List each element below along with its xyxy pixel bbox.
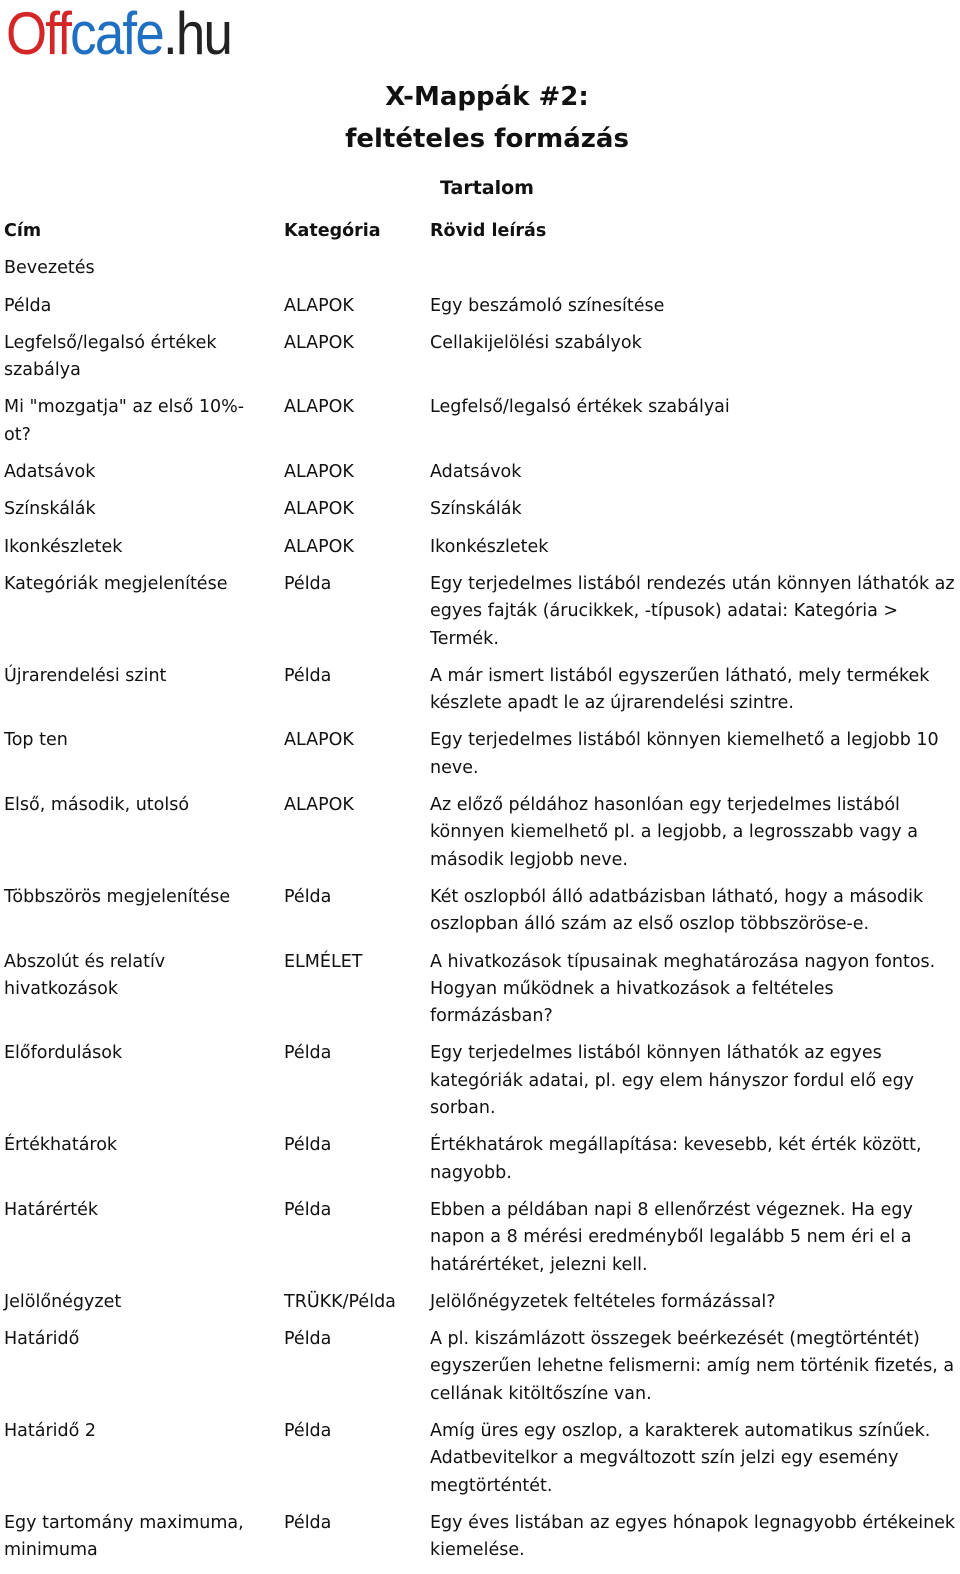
table-header (4, 218, 960, 255)
row-description (430, 255, 960, 282)
table-row (4, 884, 960, 949)
row-title[interactable]: Jelölőnégyzet (4, 1291, 122, 1312)
row-description: Ikonkészletek (430, 536, 549, 557)
table-row (4, 1132, 960, 1197)
row-title[interactable]: Határidő 2 (4, 1420, 97, 1441)
table-row (4, 1510, 960, 1574)
table-row (4, 394, 960, 459)
row-category: Példa (284, 886, 332, 907)
logo-off: Off (6, 0, 71, 67)
table-row (4, 534, 960, 571)
row-title[interactable]: Ikonkészletek (4, 536, 123, 557)
contents-table (4, 218, 960, 1574)
row-description: A hivatkozások típusainak meghatározása nagyon fontos. Hogyan működnek a hivatkozások a feltételes formázásban? (430, 951, 936, 1027)
row-title[interactable]: Top ten (4, 730, 68, 751)
row-description: A pl. kiszámlázott összegek beérkezését (megtörténtét) egyszerűen lehetne felismerni: amíg nem történik fizetés, a cellának kitöltőszíne van. (430, 1329, 955, 1404)
row-description: Egy terjedelmes listából könnyen kiemelhető a legjobb 10 neve. (430, 730, 939, 778)
row-title[interactable]: Határérték (4, 1199, 99, 1220)
row-category: ALAPOK (284, 536, 354, 557)
row-title[interactable]: Bevezetés (4, 258, 95, 279)
table-row (4, 571, 960, 663)
column-header-title: Cím (4, 221, 42, 241)
offcafe-logo[interactable] (6, 0, 232, 67)
row-category: ALAPOK (284, 499, 354, 520)
row-title[interactable]: Egy tartomány maximuma, minimuma (4, 1512, 244, 1561)
row-description: Egy éves listában az egyes hónapok legnagyobb értékeinek kiemelése. (430, 1512, 956, 1561)
row-title[interactable]: Értékhatárok (4, 1135, 118, 1156)
row-title[interactable]: Színskálák (4, 499, 96, 520)
row-description: Egy terjedelmes listából könnyen láthatók az egyes kategóriák adatai, pl. egy elem hányszor fordul elő egy sorban. (430, 1043, 915, 1119)
row-category: Példa (284, 1512, 332, 1533)
row-description: Amíg üres egy oszlop, a karakterek automatikus színűek. Adatbevitelkor a megváltozott szín jelzi egy esemény megtörténtét. (430, 1420, 931, 1496)
table-row (4, 1040, 960, 1132)
row-description: A már ismert listából egyszerűen látható, mely termékek készlete apadt le az újrarendelési szintre. (430, 665, 930, 714)
table-row (4, 792, 960, 884)
table-row (4, 293, 960, 330)
table-row (4, 1197, 960, 1289)
row-title[interactable]: Határidő (4, 1329, 80, 1350)
row-category: ALAPOK (284, 795, 354, 816)
row-category: Példa (284, 573, 332, 594)
row-title[interactable]: Előfordulások (4, 1043, 123, 1064)
row-description: Egy terjedelmes listából rendezés után könnyen láthatók az egyes fajták (árucikkek, -típusok) adatai: Kategória > Termék. (430, 573, 955, 649)
row-category (284, 255, 430, 282)
table-row (4, 1289, 960, 1326)
logo-cafe: cafe (70, 0, 163, 67)
row-category: ELMÉLET (284, 951, 363, 972)
row-category: Példa (284, 1199, 332, 1220)
logo-dot: . (162, 0, 176, 67)
row-description: Az előző példához hasonlóan egy terjedelmes listából könnyen kiemelhető pl. a legjobb, a legrosszabb vagy a második legjobb neve. (430, 795, 918, 870)
row-category: ALAPOK (284, 332, 354, 353)
row-title[interactable]: Első, második, utolsó (4, 795, 190, 816)
row-category: TRÜKK/Példa (284, 1291, 396, 1312)
row-category: Példa (284, 1043, 332, 1064)
table-row (4, 1418, 960, 1510)
row-title[interactable]: Példa (4, 295, 52, 316)
logo-hu: hu (175, 0, 232, 67)
row-title[interactable]: Adatsávok (4, 462, 96, 483)
table-row (4, 1326, 960, 1418)
page-title-line-1: X-Mappák #2: (385, 82, 589, 112)
row-description: Értékhatárok megállapítása: kevesebb, két érték között, nagyobb. (430, 1135, 922, 1183)
page-title-line-2: feltételes formázás (345, 124, 629, 154)
row-description: Ebben a példában napi 8 ellenőrzést végeznek. Ha egy napon a 8 mérési eredményből legalább 5 nem éri el a határértéket, jelezni kell. (430, 1199, 913, 1275)
row-description: Színskálák (430, 499, 522, 520)
table-row (4, 330, 960, 395)
row-title[interactable]: Újrarendelési szint (4, 665, 167, 686)
column-header-description: Rövid leírás (430, 221, 547, 241)
row-description: Egy beszámoló színesítése (430, 295, 665, 316)
table-row (4, 255, 960, 292)
toc-heading: Tartalom (440, 177, 534, 199)
row-category: Példa (284, 1420, 332, 1441)
column-header-category: Kategória (284, 221, 381, 241)
row-title[interactable]: Többszörös megjelenítése (4, 886, 231, 907)
table-row (4, 459, 960, 496)
row-description: Adatsávok (430, 462, 522, 483)
table-row (4, 727, 960, 792)
row-category: ALAPOK (284, 462, 354, 483)
row-category: Példa (284, 665, 332, 686)
row-description: Cellakijelölési szabályok (430, 332, 642, 353)
table-row (4, 496, 960, 533)
row-title[interactable]: Mi "mozgatja" az első 10%-ot? (4, 397, 245, 445)
row-category: Példa (284, 1135, 332, 1156)
table-row (4, 663, 960, 728)
row-description: Jelölőnégyzetek feltételes formázással? (430, 1291, 776, 1312)
row-description: Legfelső/legalsó értékek szabályai (430, 397, 730, 418)
row-category: ALAPOK (284, 295, 354, 316)
row-title[interactable]: Legfelső/legalsó értékek szabálya (4, 332, 217, 381)
table-row (4, 949, 960, 1041)
row-category: ALAPOK (284, 397, 354, 418)
table-body (4, 255, 960, 1574)
row-title[interactable]: Abszolút és relatív hivatkozások (4, 951, 166, 999)
row-description: Két oszlopból álló adatbázisban látható, hogy a második oszlopban álló szám az első oszlop többszöröse-e. (430, 886, 924, 935)
row-category: Példa (284, 1329, 332, 1350)
row-title[interactable]: Kategóriák megjelenítése (4, 573, 228, 594)
row-category: ALAPOK (284, 730, 354, 751)
